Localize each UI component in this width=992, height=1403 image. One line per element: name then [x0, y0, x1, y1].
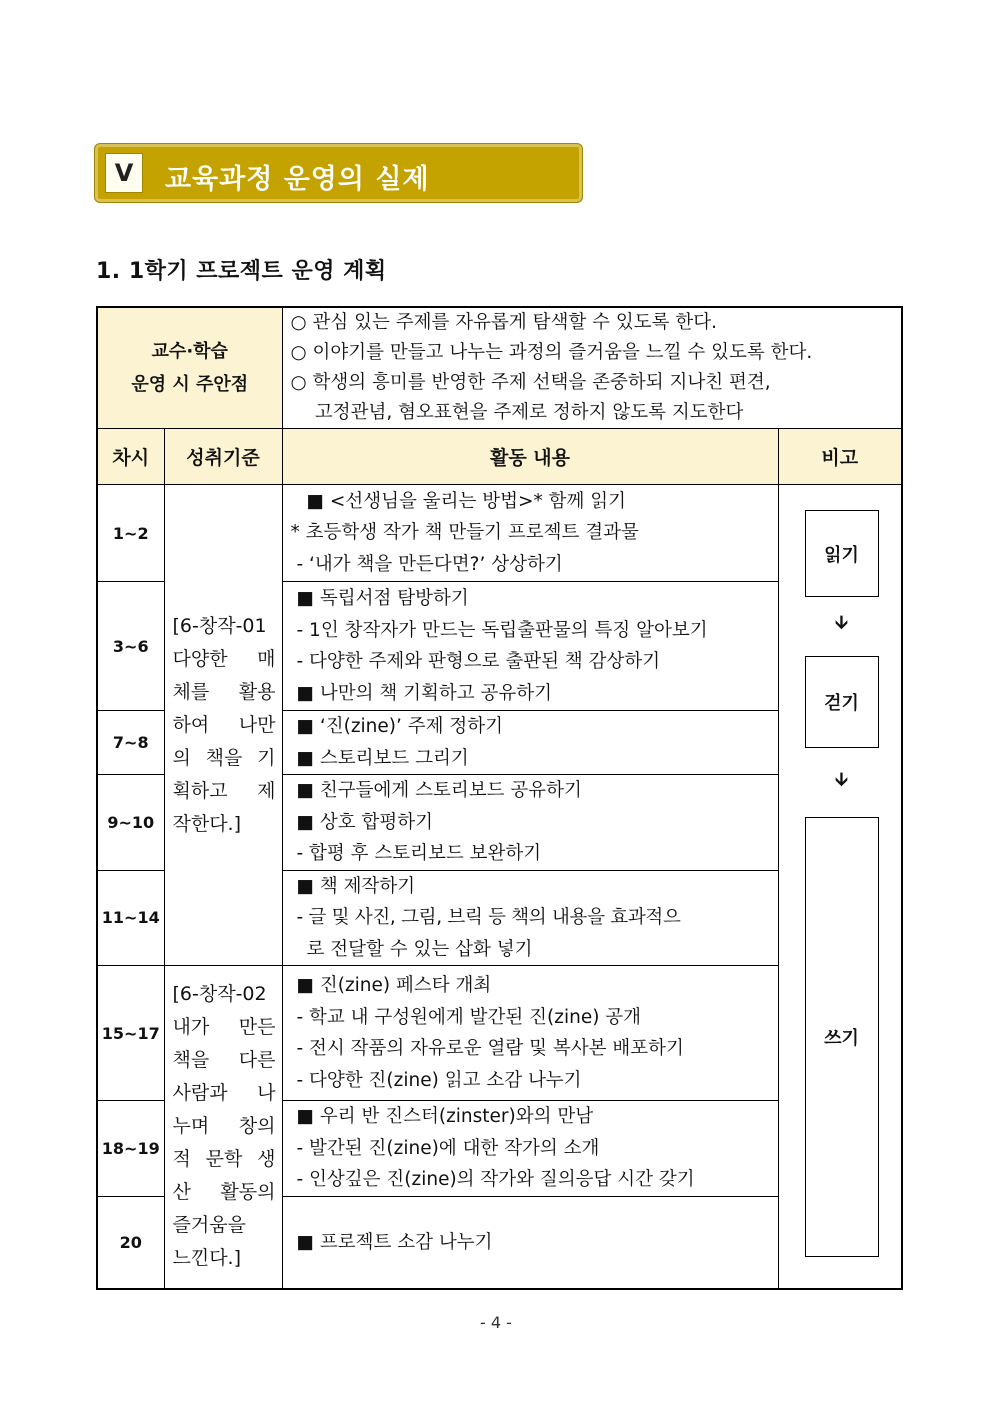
header-note: 비고 — [778, 429, 902, 485]
chapter-number: V — [105, 153, 143, 193]
activity-line: ■ 친구들에게 스토리보드 공유하기 — [296, 780, 582, 801]
notice-label — [97, 307, 282, 429]
note-column — [778, 485, 902, 1289]
activity-cell — [282, 966, 778, 1101]
note-walk: 걷기 — [805, 656, 879, 748]
activity-line: - ‘내가 책을 만든다면?’ 상상하기 — [296, 553, 563, 575]
standard-1 — [164, 485, 282, 966]
session-cell: 3~6 — [97, 582, 164, 711]
standard-line: [6-창작-01 — [172, 614, 267, 637]
notice-label-line1: 교수·학습 — [151, 341, 228, 362]
chapter-title: 교육과정 운영의 실제 — [165, 164, 430, 195]
standard-line: 느낀다.] — [172, 1247, 242, 1270]
section-title: 1. 1학기 프로젝트 운영 계획 — [96, 259, 387, 284]
standard-line: 내가 만든 — [172, 1016, 276, 1039]
activity-cell — [282, 485, 778, 582]
notice-item: ○ 학생의 흥미를 반영한 주제 선택을 존중하되 지나친 편견, — [290, 372, 771, 393]
activity-line: ■ <선생님을 울리는 방법>* 함께 읽기 — [306, 490, 626, 512]
standard-line: 사람과 나 — [172, 1082, 276, 1105]
standard-line: 작한다.] — [172, 812, 242, 835]
standard-line: 누며 창의 — [172, 1115, 276, 1138]
activity-line: ■ 스토리보드 그리기 — [296, 747, 469, 769]
standard-line: 체를 활용 — [172, 680, 276, 703]
notice-item: 고정관념, 혐오표현을 주제로 정하지 않도록 지도한다 — [290, 402, 744, 423]
activity-line: ■ 나만의 책 기획하고 공유하기 — [296, 682, 552, 704]
standard-line: 다양한 매 — [172, 647, 276, 670]
session-cell: 11~14 — [97, 870, 164, 966]
activity-line: ■ ‘진(zine)’ 주제 정하기 — [296, 716, 504, 737]
activity-line: - 학교 내 구성원에게 발간된 진(zine) 공개 — [296, 1006, 642, 1028]
activity-cell — [282, 1197, 778, 1289]
header-session: 차시 — [97, 429, 164, 485]
session-cell: 20 — [97, 1197, 164, 1289]
notice-item: ○ 이야기를 만들고 나누는 과정의 즐거움을 느낄 수 있도록 한다. — [290, 342, 813, 363]
standard-line: 적 문학 생 — [172, 1148, 276, 1171]
activity-cell — [282, 1101, 778, 1197]
note-write: 쓰기 — [805, 817, 879, 1257]
standard-line: 산 활동의 — [172, 1181, 276, 1204]
activity-cell — [282, 582, 778, 711]
activity-line: 로 전달할 수 있는 삽화 넣기 — [306, 938, 533, 960]
activity-line: - 다양한 주제와 판형으로 출판된 책 감상하기 — [296, 651, 661, 672]
standard-2 — [164, 966, 282, 1289]
session-cell: 7~8 — [97, 711, 164, 775]
note-read: 읽기 — [805, 510, 879, 597]
activity-cell — [282, 870, 778, 966]
plan-table — [96, 306, 903, 1290]
standard-line: [6-창작-02 — [172, 983, 267, 1006]
page-number: - 4 - — [480, 1313, 512, 1332]
activity-line: ■ 독립서점 탐방하기 — [296, 588, 469, 609]
activity-line: - 인상깊은 진(zine)의 작가와 질의응답 시간 갖기 — [296, 1169, 695, 1191]
activity-line: - 글 및 사진, 그림, 브릭 등 책의 내용을 효과적으 — [296, 907, 681, 928]
notice-body — [282, 307, 902, 429]
standard-line: 획하고 제 — [172, 779, 276, 802]
standard-line: 즐거움을 — [172, 1214, 246, 1237]
activity-line: ■ 책 제작하기 — [296, 875, 416, 897]
standard-line: 의 책을 기 — [172, 746, 276, 769]
activity-line: ■ 진(zine) 페스타 개최 — [296, 975, 492, 996]
standard-line: 책을 다른 — [172, 1049, 276, 1072]
notice-item: ○ 관심 있는 주제를 자유롭게 탐색할 수 있도록 한다. — [290, 312, 717, 333]
session-cell: 15~17 — [97, 966, 164, 1101]
activity-line: ■ 우리 반 진스터(zinster)와의 만남 — [296, 1106, 594, 1128]
activity-line: - 발간된 진(zine)에 대한 작가의 소개 — [296, 1137, 600, 1159]
arrow-down-icon: 🡫 — [835, 769, 848, 790]
activity-line: ■ 상호 합평하기 — [296, 811, 433, 833]
activity-line: - 1인 창작자가 만드는 독립출판물의 특징 알아보기 — [296, 619, 708, 641]
activity-cell — [282, 775, 778, 871]
header-activity: 활동 내용 — [282, 429, 778, 485]
activity-line: ■ 프로젝트 소감 나누기 — [296, 1231, 493, 1253]
activity-line: - 전시 작품의 자유로운 열람 및 복사본 배포하기 — [296, 1038, 684, 1059]
chapter-banner — [94, 143, 583, 203]
activity-line: - 다양한 진(zine) 읽고 소감 나누기 — [296, 1069, 582, 1091]
activity-line: * 초등학생 작가 책 만들기 프로젝트 결과물 — [290, 522, 639, 544]
session-cell: 1~2 — [97, 485, 164, 582]
notice-label-line2: 운영 시 주안점 — [131, 374, 249, 395]
session-cell: 18~19 — [97, 1101, 164, 1197]
header-standard: 성취기준 — [164, 429, 282, 485]
arrow-down-icon: 🡫 — [835, 612, 848, 633]
activity-cell — [282, 711, 778, 775]
standard-line: 하여 나만 — [172, 713, 276, 736]
activity-line: - 합평 후 스토리보드 보완하기 — [296, 843, 542, 864]
session-cell: 9~10 — [97, 775, 164, 871]
